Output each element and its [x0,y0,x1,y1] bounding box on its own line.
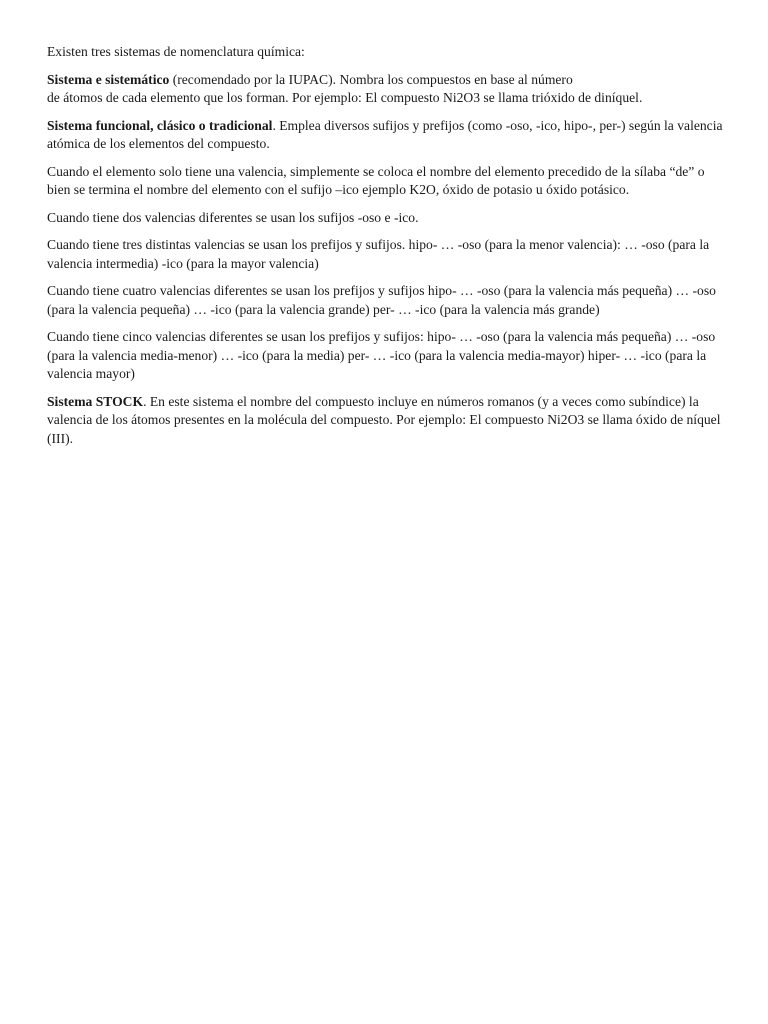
paragraph-una-valencia: Cuando el elemento solo tiene una valencia, simplemente se coloca el nombre del elemento precedido de la sílaba “de” o bien se termina el nombre del elemento con el sufijo –ico ejemplo K2O, óxido de potasio u óxido potásico. [47,163,705,197]
sistematico-text: (recomendado por la IUPAC). Nombra los compuestos en base al número [169,71,573,87]
heading-stock: Sistema STOCK [47,393,144,409]
paragraph-dos-valencias: Cuando tiene dos valencias diferentes se usan los sufijos -oso e -ico. [47,209,419,225]
stock-text: . En este sistema el nombre del compuesto incluye en números romanos (y a veces como subíndice) la valencia de los átomos presentes en la molécula del compuesto. Por ejemplo: El compuesto Ni2O3 se llama óxido de níquel (III). [47,393,721,446]
sistematico-text-line2: de átomos de cada elemento que los forman. Por ejemplo: El compuesto Ni2O3 se llama trióxido de diníquel. [47,90,643,105]
paragraph-stock [47,393,727,449]
heading-sistematico: Sistema e sistemático [47,71,170,87]
paragraph-cinco-valencias: Cuando tiene cinco valencias diferentes se usan los prefijos y sufijos: hipo- … -oso (para la valencia más pequeña) … -oso (para la valencia media-menor) … -ico (para la media) per- … -ico (para la valencia media-mayor) hiper- … -ico (para la valencia mayor) [47,329,716,381]
paragraph-sistematico [47,71,727,108]
paragraph-cuatro-valencias: Cuando tiene cuatro valencias diferentes se usan los prefijos y sufijos hipo- … -oso (para la valencia más pequeña) … -oso (para la valencia pequeña) … -ico (para la valencia grande) per- … -ico (para la valencia más grande) [47,283,716,317]
document-body [47,43,727,457]
heading-tradicional: Sistema funcional, clásico o tradicional [47,117,273,133]
paragraph-tradicional [47,117,727,154]
tradicional-text: . Emplea diversos sufijos y prefijos (como -oso, -ico, hipo-, per-) según la valencia atómica de los elementos del compuesto. [47,117,723,151]
intro-paragraph: Existen tres sistemas de nomenclatura química: [47,44,305,59]
paragraph-tres-valencias: Cuando tiene tres distintas valencias se usan los prefijos y sufijos. hipo- … -oso (para la menor valencia): … -oso (para la valencia intermedia) -ico (para la mayor valencia) [47,237,710,271]
